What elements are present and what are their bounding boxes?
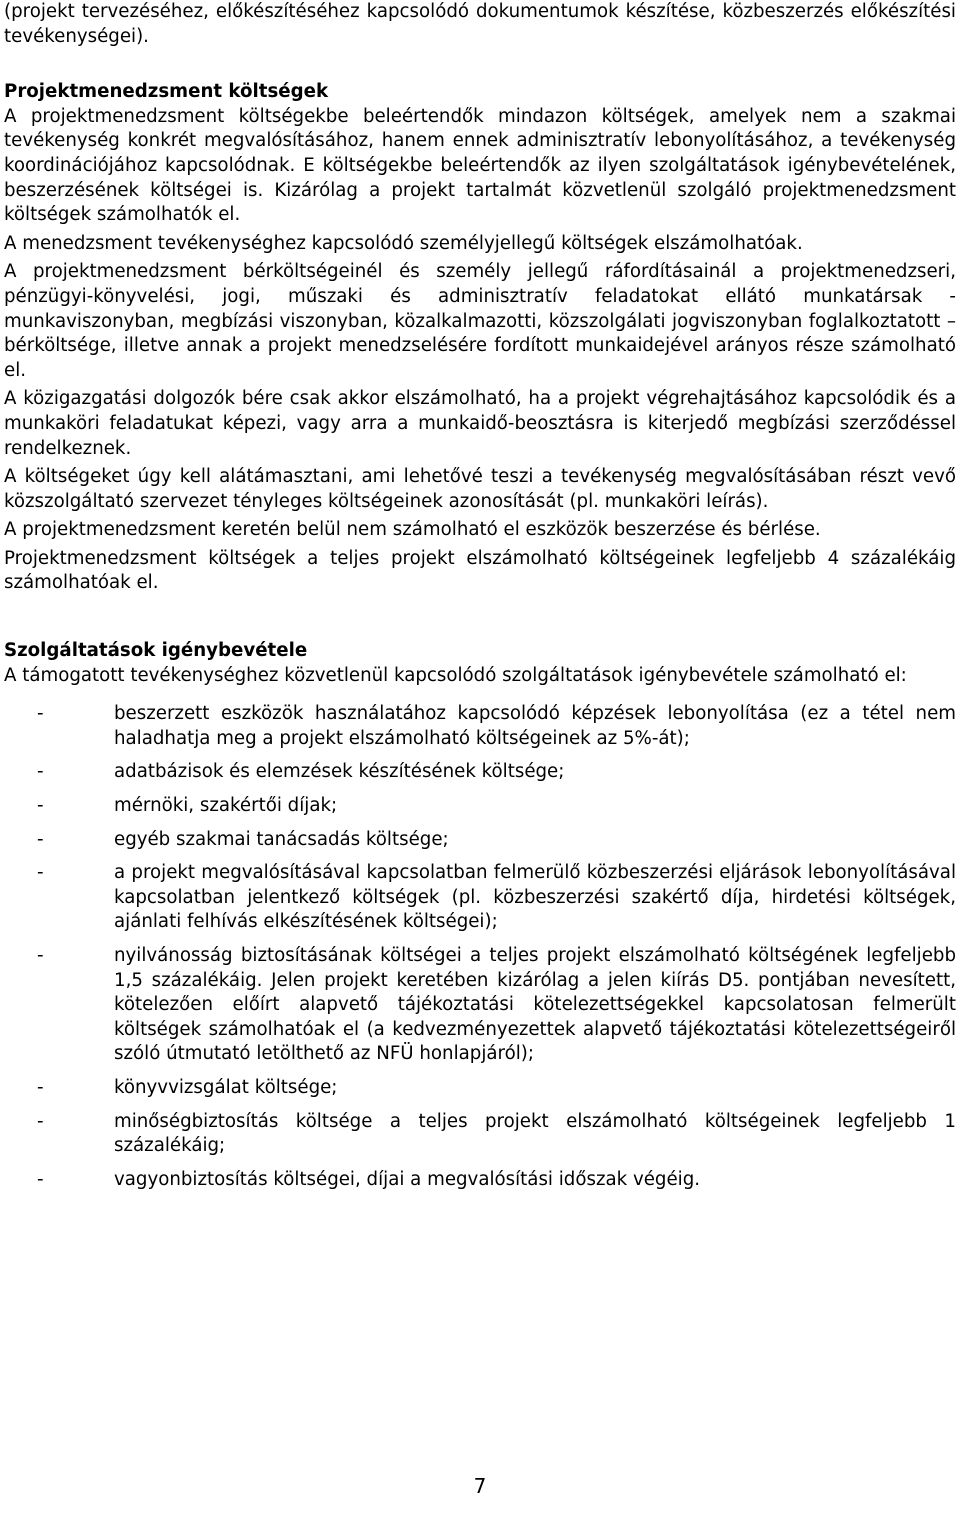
section-title-projektmenedzsment: Projektmenedzsment költségek [4,81,329,103]
section-title-szolgaltatasok: Szolgáltatások igénybevétele [4,640,308,662]
paragraph: A menedzsment tevékenységhez kapcsolódó személyjellegű költségek elszámolhatóak. [4,232,803,254]
page-number: 7 [473,1474,487,1498]
list-item [4,828,956,853]
dash-bullet: - [37,703,44,725]
list-item [4,760,956,785]
dash-bullet: - [37,795,44,817]
list-item [4,861,956,935]
list-item-text: nyilvánosság biztosításának költségei a teljes projekt elszámolható költségének legfeljebb 1,5 százalékáig. Jelen projekt keretében kizárólag a jelen kiírás D5. pontjában nevesített, kötelezően előírt alapvető tájékoztatási kötelezettségekkel kapcsolatosan felmerült költségek számolhatóak el (a kedvezményezettek alapvető tájékoztatási kötelezettségeiről szóló útmutató letölthető az NFÜ honlapjáról); [114,945,956,1065]
dash-bullet: - [37,862,44,884]
paragraph: A projektmenedzsment keretén belül nem számolható el eszközök beszerzése és bérlése. [4,519,821,541]
dash-list [4,702,956,1192]
list-item-text: minőségbiztosítás költsége a teljes projekt elszámolható költségeinek legfeljebb 1 százalékáig; [114,1110,956,1157]
paragraph: A projektmenedzsment bérköltségeinél és személy jellegű ráfordításainál a projektmenedzseri, pénzügyi-könyvelési, jogi, műszaki és adminisztratív feladatokat ellátó munkatársak - munkaviszonyban, megbízási viszonyban, közalkalmazotti, közszolgálati jogviszonyban foglalkoztatott – bérköltsége, illetve annak a projekt menedzselésére fordított munkaidejével arányos része számolható el. [4,261,956,381]
document-page [4,0,956,1201]
paragraph: A közigazgatási dolgozók bére csak akkor elszámolható, ha a projekt végrehajtásához kapcsolódik és a munkaköri feladatukat képezi, vagy arra a munkaidő-beosztásra is kiterjedő megbízási szerződéssel rendelkeznek. [4,388,956,459]
dash-bullet: - [37,761,44,783]
dash-bullet: - [37,945,44,966]
list-item-text: mérnöki, szakértői díjak; [114,795,338,817]
list-item-text: a projekt megvalósításával kapcsolatban felmerülő közbeszerzési eljárások lebonyolításával kapcsolatban jelentkező költségek (pl. közbeszerzési szakértő díja, hirdetési költségek, ajánlati felhívás elkészítésének költségei); [114,862,956,933]
dash-bullet: - [37,1076,44,1098]
dash-bullet: - [37,1110,44,1132]
list-item-text: vagyonbiztosítás költségei, díjai a megvalósítási időszak végéig. [114,1168,701,1190]
list-item-text: adatbázisok és elemzések készítésének költsége; [114,761,565,783]
list-item [4,794,956,819]
list-item-text: könyvvizsgálat költsége; [114,1076,338,1098]
intro-fragment: (projekt tervezéséhez, előkészítéséhez kapcsolódó dokumentumok készítése, közbeszerzés előkészítési tevékenységei). [4,1,956,47]
list-item [4,702,956,751]
list-item [4,1110,956,1159]
list-item [4,944,956,1067]
list-item-text: beszerzett eszközök használatához kapcsolódó képzések lebonyolítása (ez a tétel nem haladhatja meg a projekt elszámolható költségeinek az 5%-át); [114,703,956,749]
paragraph: A projektmenedzsment költségekbe beleértendők mindazon költségek, amelyek nem a szakmai tevékenység konkrét megvalósításához, hanem ennek adminisztratív lebonyolításához, a tevékenység koordinációjához kapcsolódnak. E költségekbe beleértendők az ilyen szolgáltatások igénybevételének, beszerzésének költségei is. Kizárólag a projekt tartalmát közvetlenül szolgáló projektmenedzsment költségek számolhatók el. [4,105,956,226]
list-item-text: egyéb szakmai tanácsadás költsége; [114,828,449,850]
section-intro: A támogatott tevékenységhez közvetlenül kapcsolódó szolgáltatások igénybevétele számolható el: [4,664,907,686]
list-item [4,1076,956,1101]
dash-bullet: - [37,1168,44,1190]
dash-bullet: - [37,828,44,850]
paragraph: A költségeket úgy kell alátámasztani, ami lehetővé teszi a tevékenység megvalósításában részt vevő közszolgáltató szervezet tényleges költségeinek azonosítását (pl. munkaköri leírás). [4,466,956,512]
list-item [4,1168,956,1193]
paragraph: Projektmenedzsment költségek a teljes projekt elszámolható költségeinek legfeljebb 4 százalékáig számolhatóak el. [4,547,956,594]
